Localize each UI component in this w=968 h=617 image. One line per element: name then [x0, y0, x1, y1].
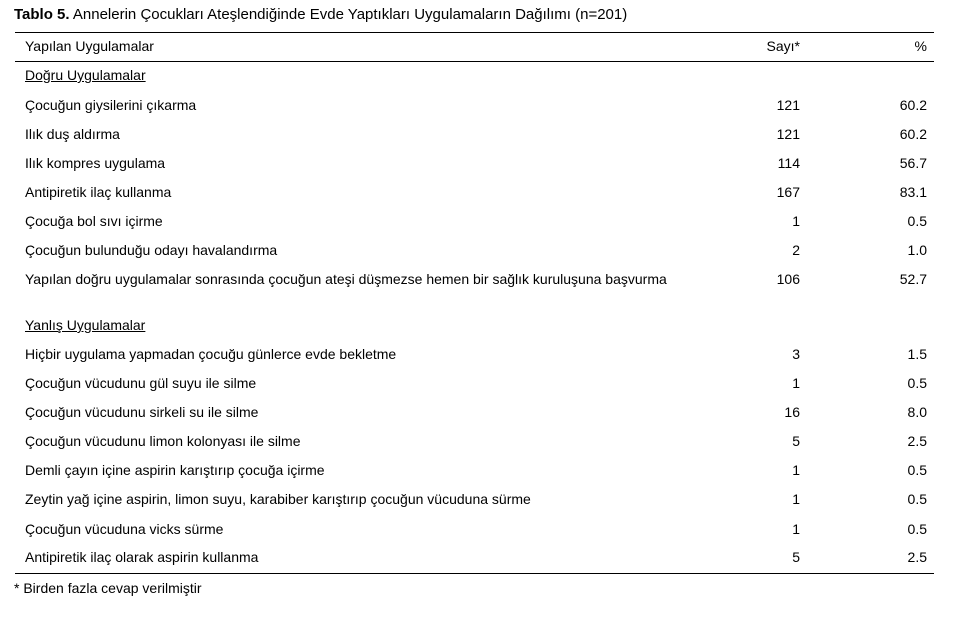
practice-name: Çocuğun vücudunu gül suyu ile silme	[25, 375, 257, 391]
table-caption-text: Annelerin Çocukları Ateşlendiğinde Evde Yaptıkları Uygulamaların Dağılımı (n=201)	[69, 6, 628, 23]
practice-count: 121	[776, 97, 800, 113]
practice-count: 1	[792, 491, 800, 507]
practice-name: Çocuğun giysilerini çıkarma	[25, 97, 197, 113]
section-title: Yanlış Uygulamalar	[25, 317, 146, 333]
table-footnote: * Birden fazla cevap verilmiştir	[14, 580, 202, 596]
practice-percent: 2.5	[907, 549, 927, 565]
practice-count: 106	[776, 271, 800, 287]
practice-name: Zeytin yağ içine aspirin, limon suyu, karabiber karıştırıp çocuğun vücuduna sürme	[25, 491, 531, 507]
practice-count: 1	[792, 462, 800, 478]
practice-percent: 1.0	[907, 242, 927, 258]
practice-count: 1	[792, 213, 800, 229]
table-row	[25, 433, 927, 451]
header-practice: Yapılan Uygulamalar	[25, 38, 154, 54]
practice-count: 121	[776, 126, 800, 142]
section-correct-title	[25, 67, 927, 85]
practice-percent: 2.5	[907, 433, 927, 449]
practice-count: 1	[792, 375, 800, 391]
practice-name: Ilık duş aldırma	[25, 126, 120, 142]
practice-count: 1	[792, 521, 800, 537]
practice-name: Çocuğun vücudunu limon kolonyası ile silme	[25, 433, 301, 449]
table-bottom-rule	[15, 573, 934, 574]
table-row	[25, 521, 927, 539]
table-row	[25, 404, 927, 422]
practice-percent: 0.5	[907, 213, 927, 229]
practice-name: Ilık kompres uygulama	[25, 155, 166, 171]
table-caption-label: Tablo 5.	[14, 6, 70, 23]
practice-name: Yapılan doğru uygulamalar sonrasında çocuğun ateşi düşmezse hemen bir sağlık kuruluşuna başvurma	[25, 271, 667, 287]
practice-count: 5	[792, 549, 800, 565]
practice-percent: 0.5	[907, 375, 927, 391]
table-header-rule	[15, 61, 934, 62]
table-row	[25, 271, 927, 307]
practice-percent: 83.1	[899, 184, 927, 200]
table-row	[25, 213, 927, 231]
practice-percent: 0.5	[907, 491, 927, 507]
table-row	[25, 491, 927, 509]
table-row	[25, 97, 927, 115]
table-header-row	[25, 38, 927, 56]
practice-percent: 0.5	[907, 462, 927, 478]
table-row	[25, 242, 927, 260]
practice-name: Antipiretik ilaç olarak aspirin kullanma	[25, 549, 259, 565]
table-row	[25, 462, 927, 480]
section-incorrect-title	[25, 317, 927, 335]
practice-percent: 60.2	[899, 126, 927, 142]
section-title: Doğru Uygulamalar	[25, 67, 146, 83]
practice-percent: 56.7	[899, 155, 927, 171]
table-caption	[14, 6, 627, 23]
header-count: Sayı*	[766, 38, 800, 54]
practice-name: Çocuğun vücuduna vicks sürme	[25, 521, 224, 537]
practice-count: 5	[792, 433, 800, 449]
practice-name: Çocuğa bol sıvı içirme	[25, 213, 163, 229]
practice-name: Demli çayın içine aspirin karıştırıp çocuğa içirme	[25, 462, 325, 478]
table-top-rule	[15, 32, 934, 33]
practice-count: 114	[777, 155, 800, 171]
practice-name: Çocuğun bulunduğu odayı havalandırma	[25, 242, 278, 258]
practice-name: Antipiretik ilaç kullanma	[25, 184, 172, 200]
practice-count: 167	[776, 184, 800, 200]
practice-name: Çocuğun vücudunu sirkeli su ile silme	[25, 404, 259, 420]
practice-percent: 8.0	[907, 404, 927, 420]
table-row	[25, 155, 927, 173]
practice-name: Hiçbir uygulama yapmadan çocuğu günlerce evde bekletme	[25, 346, 397, 362]
practice-count: 2	[792, 242, 800, 258]
practice-percent: 0.5	[907, 521, 927, 537]
header-percent: %	[914, 38, 927, 54]
practice-percent: 52.7	[899, 271, 927, 287]
practice-count: 3	[792, 346, 800, 362]
practice-percent: 60.2	[899, 97, 927, 113]
table-row	[25, 126, 927, 144]
practice-percent: 1.5	[907, 346, 927, 362]
table-row	[25, 346, 927, 364]
table-row	[25, 375, 927, 393]
practice-count: 16	[784, 404, 800, 420]
table-row	[25, 184, 927, 202]
table-row	[25, 549, 927, 567]
